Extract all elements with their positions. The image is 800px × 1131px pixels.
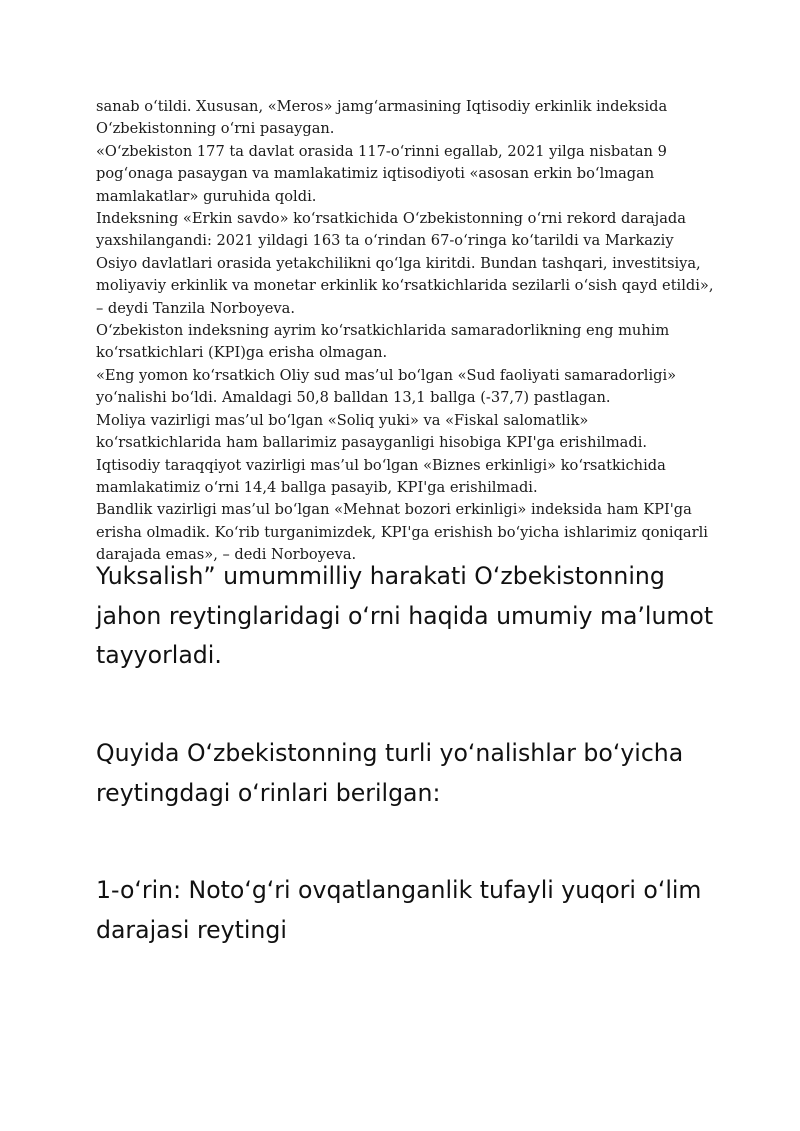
paragraph-free-trade: Indeksning «Erkin savdo» ko‘rsatkichida O‘zbekistonning o‘rni rekord darajada yaxshilangandi: 2021 yildagi 163 ta o‘rindan 67-o‘ringa ko‘tarildi va Markaziy Osiyo davlatlari orasida yetakchilikni qo‘lga kiritdi. Bundan tashqari, investitsiya, moliyaviy erkinlik va monetar erkinlik ko‘rsatkichlarida sezilarli o‘sish qayd etildi», – deydi Tanzila Norboyeva. bbox=[96, 210, 714, 317]
article-body bbox=[96, 96, 716, 567]
heading-yuksalish-summary: Yuksalish” umummilliy harakati O‘zbekistonning jahon reytinglaridagi o‘rni haqida umumiy ma’lumot tayyorladi. bbox=[96, 562, 714, 670]
paragraph-tax-burden: Moliya vazirligi mas’ul bo‘lgan «Soliq yuki» va «Fiskal salomatlik» ko‘rsatkichlarida ham ballarimiz pasayganligi hisobiga KPI'ga erishilmadi. bbox=[96, 411, 648, 452]
paragraph-business-freedom: Iqtisodiy taraqqiyot vazirligi mas’ul bo‘lgan «Biznes erkinligi» ko‘rsatkichida mamlakatimiz o‘rni 14,4 ballga pasayib, KPI'ga erishilmadi. bbox=[96, 456, 666, 496]
paragraph-kpi-missed: O‘zbekiston indeksning ayrim ko‘rsatkichlarida samaradorlikning eng muhim ko‘rsatkichlari (KPI)ga erisha olmagan. bbox=[96, 322, 670, 362]
heading-rank-1-malnutrition: 1-o‘rin: Noto‘g‘ri ovqatlanganlik tufayli yuqori o‘lim darajasi reytingi bbox=[96, 876, 702, 944]
paragraph-rank-117: «O‘zbekiston 177 ta davlat orasida 117-o‘rinni egallab, 2021 yilga nisbatan 9 pog‘onaga pasaygan va mamlakatimiz iqtisodiyoti «asosan erkin bo‘lmagan mamlakatlar» guruhida qoldi. bbox=[96, 142, 667, 205]
heading-rankings-intro: Quyida O‘zbekistonning turli yo‘nalishlar bo‘yicha reytingdagi o‘rinlari berilgan: bbox=[96, 739, 684, 807]
paragraph-labor-freedom: Bandlik vazirligi mas’ul bo‘lgan «Mehnat bozori erkinligi» indeksida ham KPI'ga erisha olmadik. Ko‘rib turganimizdek, KPI'ga erishish bo‘yicha ishlarimiz qoniqarli darajada emas», – dedi Norboyeva. bbox=[96, 501, 708, 564]
paragraph-judicial-effectiveness: «Eng yomon ko‘rsatkich Oliy sud mas’ul bo‘lgan «Sud faoliyati samaradorligi» yo‘nalishi bo‘ldi. Amaldagi 50,8 balldan 13,1 ballga (-37,7) pastlagan. bbox=[96, 366, 677, 407]
paragraph-meros-intro: sanab o‘tildi. Xususan, «Meros» jamg‘armasining Iqtisodiy erkinlik indeksida O‘zbekistonning o‘rni pasaygan. bbox=[96, 98, 668, 138]
